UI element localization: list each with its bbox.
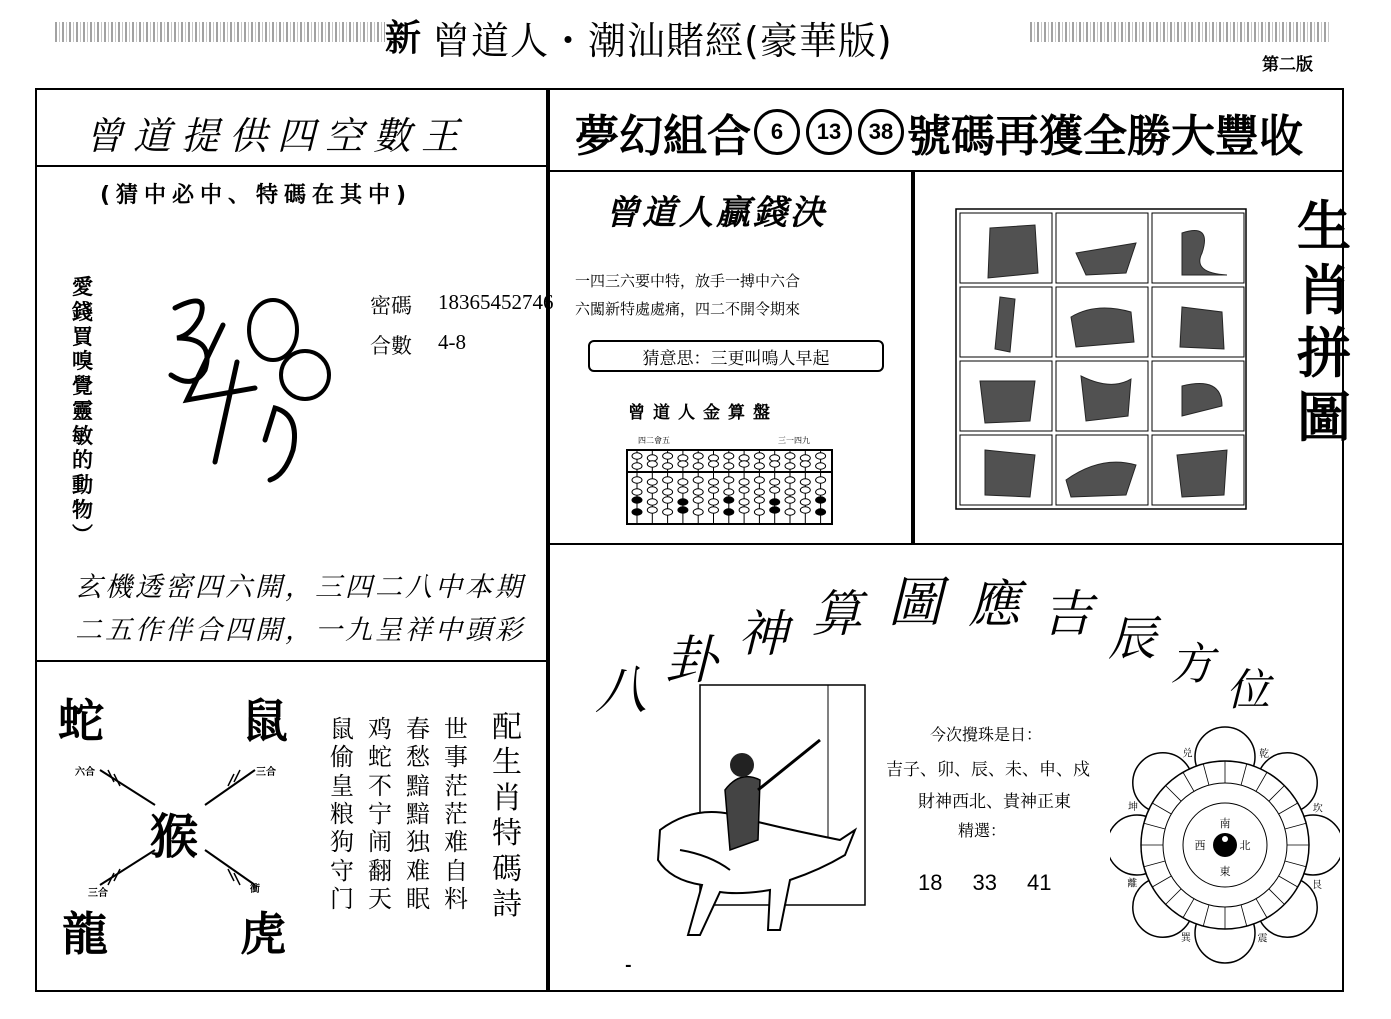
- vertical-clue-char: 敏: [72, 422, 93, 448]
- bagua-wheel: [1110, 720, 1340, 970]
- poem-char: 茫: [444, 799, 468, 828]
- poem-char: 守: [330, 856, 354, 885]
- win-secret-line-2: 六闖新特處處痛，四二不開令期來: [575, 300, 801, 318]
- bagua-ring-label: 艮: [1312, 880, 1323, 892]
- poem-char: 蛇: [368, 743, 392, 772]
- poem-column-1: [330, 715, 354, 913]
- vertical-clue-char: 愛: [72, 274, 93, 299]
- dash-mark: -: [625, 955, 632, 974]
- pick-number-2: 33: [972, 870, 997, 895]
- headline-number-3: 38: [858, 109, 904, 155]
- pick-number-3: 41: [1026, 870, 1052, 895]
- pick-number-1: 18: [918, 870, 943, 895]
- vertical-clue-char: 錢: [72, 298, 93, 324]
- zodiac-rat: 鼠: [242, 694, 288, 748]
- vertical-clue-char: 靈: [72, 397, 93, 423]
- poem-char: 眠: [406, 884, 430, 913]
- puzzle-title-char: 肖: [1297, 258, 1351, 322]
- abacus-left-label: 四二會五: [638, 436, 670, 445]
- poem-char: 鸡: [368, 715, 392, 743]
- win-secret-line-1: 一四三六要中特，放手一搏中六合: [575, 272, 801, 290]
- vertical-clue-char: 的: [72, 447, 93, 473]
- zodiac-puzzle-grid: [955, 208, 1247, 510]
- password-label: 密碼: [370, 294, 412, 318]
- sum-label: 合數: [370, 334, 412, 358]
- abacus-title: 曾道人金算盤: [628, 403, 778, 423]
- poem-column-2: [368, 715, 392, 913]
- bagua-inner-label: 西: [1194, 839, 1206, 852]
- poem-char: 生: [492, 745, 522, 781]
- edition-label: 第二版: [1262, 55, 1313, 75]
- poem-char: 黯: [406, 771, 430, 800]
- headline-part-1: 夢幻組合: [575, 111, 751, 162]
- poem-title-column: [492, 710, 522, 922]
- poem-char: 鼠: [330, 715, 354, 743]
- header-noise-right: [1030, 22, 1330, 42]
- poem-column-3: [406, 715, 430, 913]
- bagua-inner-label: 東: [1219, 865, 1231, 878]
- poem-char: 闹: [368, 828, 392, 857]
- vertical-clue-char: 動: [72, 472, 93, 498]
- bagua-title-char: 方: [1170, 639, 1214, 690]
- poem-char: 宁: [368, 799, 392, 828]
- headline-part-2: 號碼再獲全勝大豐收: [907, 111, 1303, 162]
- zodiac-monkey: 猴: [150, 809, 199, 865]
- tag-six-he: 六合: [75, 767, 95, 778]
- header-noise-left: [55, 22, 385, 42]
- bagua-title-char: 應: [968, 575, 1021, 635]
- poem-char: 门: [330, 884, 354, 913]
- poem-char: 独: [406, 828, 430, 857]
- bagua-ring-label: 兑: [1182, 748, 1193, 760]
- win-secret-title: 曾道人贏錢決: [605, 193, 827, 233]
- header-prefix: 新: [385, 18, 422, 59]
- bagua-title-char: 位: [1226, 665, 1270, 716]
- bagua-inner-label: 南: [1219, 817, 1231, 830]
- bagua-ring-label: 乾: [1259, 748, 1270, 760]
- poem-char: 詩: [492, 886, 522, 922]
- poem-char: 事: [444, 743, 468, 772]
- poem-char: 皇: [330, 771, 354, 800]
- bagua-ring-label: 坎: [1312, 803, 1323, 815]
- headline: [575, 100, 1303, 164]
- bagua-title-char: 卦: [665, 631, 718, 691]
- tag-san-he-bottom: 三合: [88, 888, 108, 899]
- pick-label: 精選：: [958, 821, 1007, 840]
- poem-char: 肖: [492, 780, 522, 816]
- vertical-clue-char: 嗅: [72, 348, 93, 374]
- headline-number-1: 6: [754, 109, 800, 155]
- left-banner: 曾道提供四空數王: [85, 114, 470, 158]
- abacus-graphic: [625, 448, 835, 528]
- bagua-title-char: 辰: [1108, 611, 1157, 667]
- lucky-gods: 財神西北、貴神正東: [918, 792, 1071, 812]
- poem-char: 不: [368, 771, 392, 800]
- page-title: 曾道人・潮汕賭經(豪華版): [432, 19, 893, 63]
- tag-chong: 衝: [250, 884, 260, 895]
- bagua-title-char: 八: [595, 661, 648, 721]
- poem-char: 难: [444, 828, 468, 857]
- verse-line-2: 二五作伴合四開，一九呈祥中頭彩: [75, 615, 525, 646]
- poem-char: 料: [444, 884, 468, 913]
- today-label: 今次攪珠是日：: [930, 725, 1043, 744]
- vertical-clue-char: 買: [72, 323, 93, 349]
- poem-char: 茫: [444, 771, 468, 800]
- left-subtitle: (猜中必中、特碼在其中): [100, 183, 413, 208]
- password-value: 18365452746: [438, 290, 554, 314]
- poem-char: 世: [444, 715, 468, 743]
- vertical-clue: [72, 275, 93, 547]
- riddle-box: 猜意思：三更叫鳴人早起: [588, 340, 884, 372]
- bagua-ring-label: 震: [1257, 933, 1268, 945]
- tag-san-he-top: 三合: [256, 767, 276, 778]
- vertical-clue-char: 物: [72, 496, 93, 522]
- poem-char: 粮: [330, 799, 354, 828]
- poem-char: 难: [406, 856, 430, 885]
- zodiac-snake: 蛇: [58, 694, 104, 748]
- bagua-inner-label: 北: [1239, 839, 1251, 852]
- bagua-ring-label: 坤: [1127, 801, 1138, 813]
- poem-char: 特: [492, 816, 522, 852]
- warrior-on-horse-illustration: [640, 680, 870, 950]
- bagua-title-char: 吉: [1042, 585, 1092, 643]
- poem-char: 翻: [368, 856, 392, 885]
- handwritten-number-sketch: [165, 290, 335, 490]
- zodiac-dragon: 龍: [62, 907, 108, 961]
- zodiac-tiger: 虎: [240, 907, 286, 961]
- puzzle-title: [1297, 195, 1351, 450]
- puzzle-title-char: 生: [1297, 195, 1351, 258]
- vertical-clue-char: 覺: [72, 373, 93, 399]
- vertical-clue-char: ︶: [72, 521, 93, 547]
- sum-value: 4-8: [438, 330, 466, 354]
- poem-column-4: [444, 715, 468, 913]
- verse-line-1: 玄機透密四六開，三四二八中本期: [75, 572, 525, 603]
- bagua-title-char: 圖: [888, 571, 942, 634]
- bagua-ring-label: 離: [1127, 878, 1138, 890]
- left-banner-divider: [35, 165, 548, 167]
- poem-char: 狗: [330, 828, 354, 857]
- poem-char: 春: [406, 715, 430, 743]
- poem-char: 配: [492, 710, 522, 745]
- abacus-right-label: 三一四九: [778, 436, 810, 445]
- poem-char: 偷: [330, 743, 354, 772]
- bagua-ring-label: 巽: [1180, 933, 1191, 945]
- pick-numbers: [918, 870, 1051, 896]
- puzzle-title-char: 圖: [1297, 386, 1351, 450]
- bagua-title-char: 神: [738, 605, 788, 663]
- puzzle-title-char: 拼: [1297, 322, 1351, 386]
- poem-char: 自: [444, 856, 468, 885]
- headline-number-2: 13: [806, 109, 852, 155]
- bagua-title-char: 算: [812, 585, 862, 643]
- poem-char: 愁: [406, 743, 430, 772]
- lucky-days: 吉子、卯、辰、未、申、戍: [886, 760, 1090, 780]
- poem-char: 黯: [406, 799, 430, 828]
- poem-char: 天: [368, 884, 392, 913]
- poem-char: 碼: [492, 851, 522, 887]
